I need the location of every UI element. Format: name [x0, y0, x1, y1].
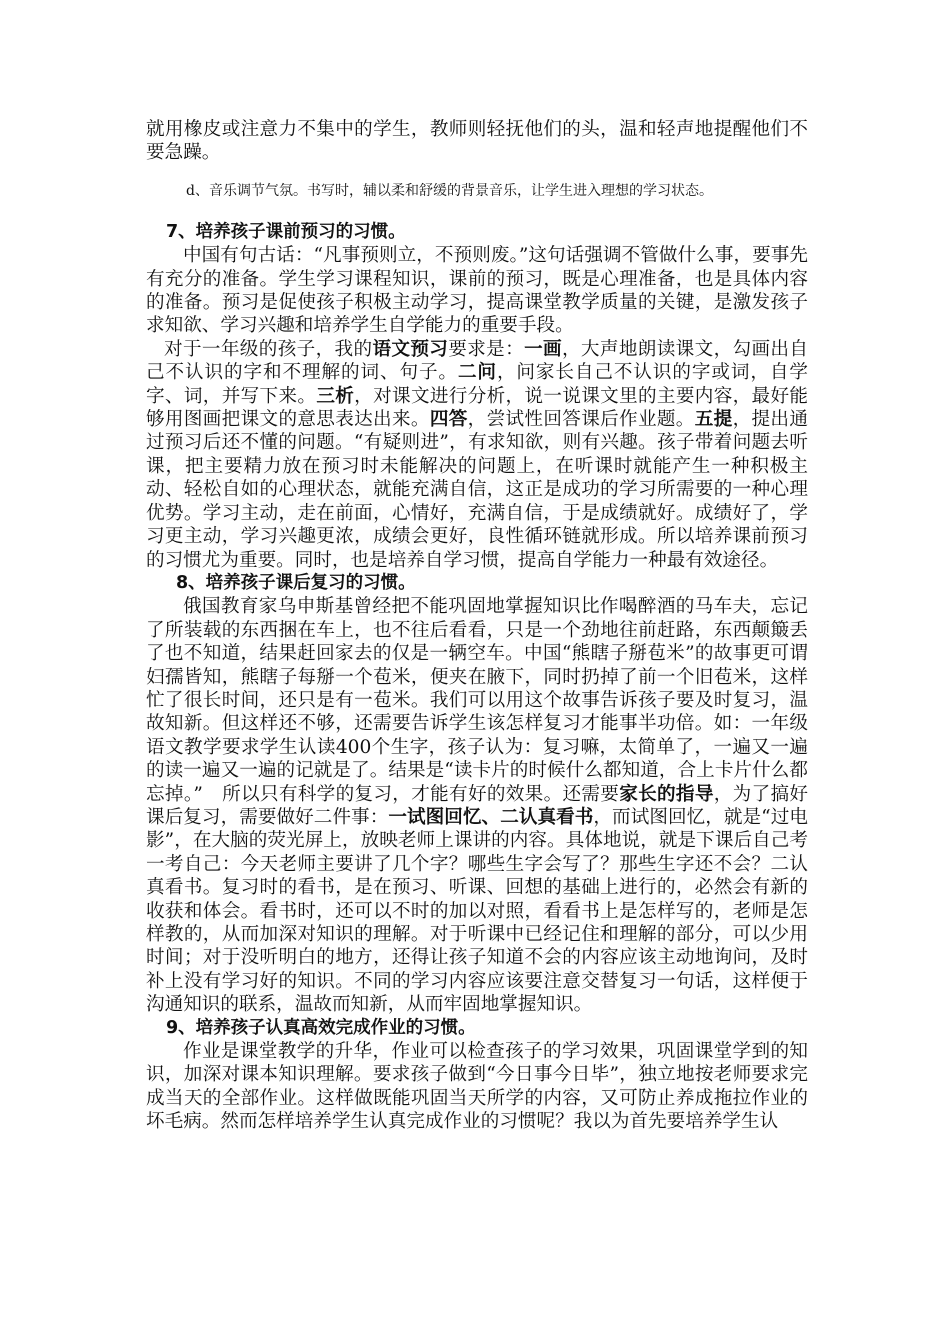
- bold-run: 四答: [429, 409, 468, 431]
- text-run: 要求是：: [448, 338, 525, 360]
- text-run: ，提出通过预习后还不懂的问题。“有疑则进”，有求知欲，则有兴趣。孩子带着问题去听课，把主要精力放在预习时未能解决的问题上，在听课时就能产生一种积极主动、轻松自如的心理状态，就能充满自信，这正是成功的学习所需要的一种心理优势。学习主动，走在前面，心情好，充满自信，于是成绩就好。成绩好了，学习更主动，学习兴趣更浓，成绩会更好，良性循环链就形成。所以培养课前预习的习惯尤为重要。同时，也是培养自学习惯，提高自学能力一种最有效途径。: [146, 409, 808, 571]
- section-7-paragraph-2: [146, 338, 808, 572]
- note-d-music: d、音乐调节气氛。书写时，辅以柔和舒缓的背景音乐，让学生进入理想的学习状态。: [186, 182, 713, 199]
- text-run: ，大声地朗读课文，勾画出自己不认识的字和不理解的词、句子。: [146, 338, 808, 384]
- section-9-paragraph: 作业是课堂教学的升华，作业可以检查孩子的学习效果，巩固课堂学到的知识，加深对课本知识理解。要求孩子做到“今日事今日毕”，独立地按老师要求完成当天的全部作业。这样做既能巩固当天所学的内容，又可防止养成拖拉作业的坏毛病。然而怎样培养学生认真完成作业的习惯呢？我以为首先要培养学生认: [146, 1041, 808, 1133]
- section-7-paragraph-1: 中国有句古话：“凡事预则立，不预则废。”这句话强调不管做什么事，要事先有充分的准备。学生学习课程知识，课前的预习，既是心理准备，也是具体内容的准备。预习是促使孩子积极主动学习，提高课堂教学质量的关键，是激发孩子求知欲、学习兴趣和培养学生自学能力的重要手段。: [146, 245, 808, 337]
- section-8-heading: 8、培养孩子课后复习的习惯。: [176, 572, 416, 593]
- bold-run: 家长的指导: [619, 783, 714, 805]
- bold-run: 五提: [694, 409, 733, 431]
- bold-run: 二问: [457, 362, 497, 384]
- bold-run: 语文预习: [372, 338, 449, 360]
- bold-run: 一试图回忆、二认真看书: [388, 806, 594, 828]
- text-run: ，尝试性回答课后作业题。: [467, 409, 695, 431]
- text-run: ，问家长自己不认识的字或词，自学字、词，并写下来。: [146, 362, 808, 407]
- bold-run: 三析: [316, 385, 355, 407]
- document-page: [146, 118, 808, 1134]
- section-8-paragraph: [146, 595, 808, 1016]
- paragraph-continued: 就用橡皮或注意力不集中的学生，教师则轻抚他们的头，温和轻声地提醒他们不要急躁。: [146, 119, 808, 164]
- text-run: ，为了搞好课后复习，需要做好二件事：: [146, 783, 808, 828]
- bold-run: 一画: [524, 338, 562, 360]
- text-run: 对于一年级的孩子，我的: [164, 338, 373, 360]
- section-7-heading: 7、培养孩子课前预习的习惯。: [166, 221, 406, 242]
- text-run: 俄国教育家乌申斯基曾经把不能巩固地掌握知识比作喝醉酒的马车夫，忘记了所装载的东西捆在车上，也不往后看看，只是一个劲地往前赶路，东西颠簸丢了也不知道，结果赶回家去的仅是一辆空车。中国“熊瞎子掰苞米”的故事更可谓妇孺皆知，熊瞎子每掰一个苞米，便夹在腋下，同时扔掉了前一个旧苞米，这样忙了很长时间，还只是有一苞米。我们可以用这个故事告诉孩子要及时复习，温故知新。但这样还不够，还需要告诉学生该怎样复习才能事半功倍。如：一年级语文教学要求学生认读400个生字，孩子认为：复习嘛，太简单了，一遍又一遍的读一遍又一遍的记就是了。结果是“读卡片的时候什么都知道，合上卡片什么都忘掉。” 所以只有科学的复习，才能有好的效果。还需要: [146, 596, 808, 805]
- section-9-heading: 9、培养孩子认真高效完成作业的习惯。: [166, 1017, 476, 1038]
- text-run: ，对课文进行分析，说一说课文里的主要内容，最好能够用图画把课文的意思表达出来。: [146, 385, 808, 431]
- text-run: ，而试图回忆，就是“过电影”，在大脑的荧光屏上，放映老师上课讲的内容。具体地说，就是下课后自己考一考自己：今天老师主要讲了几个字？哪些生字会写了？那些生字还不会？二认真看书。复习时的看书，是在预习、听课、回想的基础上进行的，必然会有新的收获和体会。看书时，还可以不时的加以对照，看看书上是怎样写的，老师是怎样教的，从而加深对知识的理解。对于听课中已经记住和理解的部分，可以少用时间；对于没听明白的地方，还得让孩子知道不会的内容应该主动地询问，及时补上没有学习好的知识。不同的学习内容应该要注意交替复习一句话，这样便于沟通知识的联系，温故而知新，从而牢固地掌握知识。: [146, 806, 808, 1016]
